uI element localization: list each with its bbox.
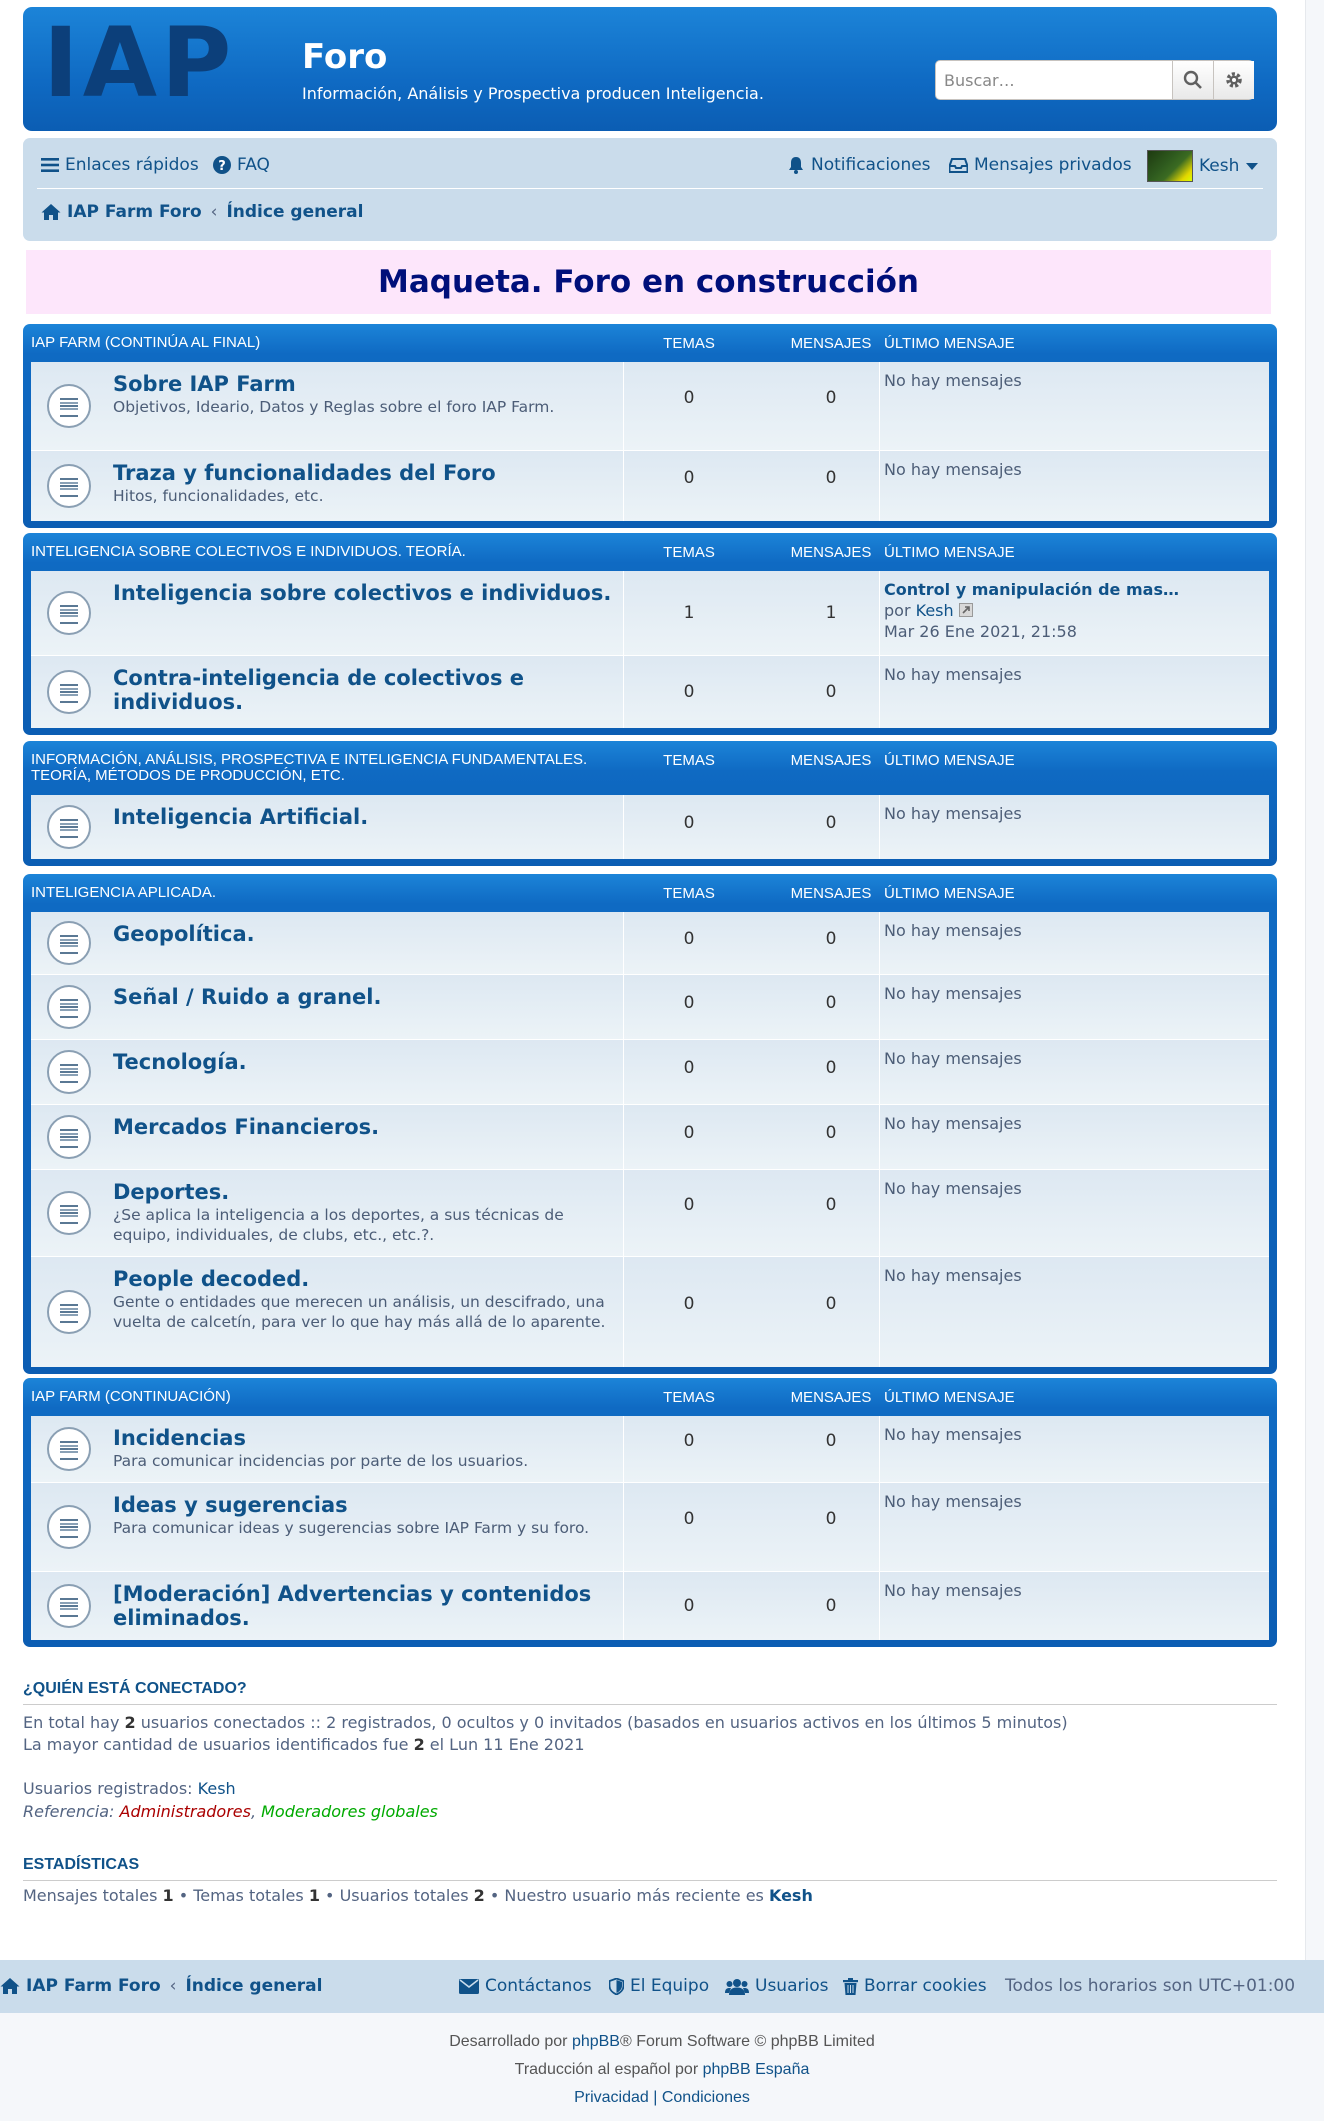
forum-read-icon (47, 985, 91, 1029)
posts-count: 0 (825, 1509, 837, 1529)
forum-read-icon (47, 1050, 91, 1094)
forum-row[interactable] (31, 571, 1269, 655)
posts-count: 0 (825, 1195, 837, 1215)
posts-count: 0 (825, 1294, 837, 1314)
forum-read-icon (47, 591, 91, 635)
category-header (31, 741, 1269, 795)
topics-count: 0 (683, 1195, 695, 1215)
posts-count: 0 (825, 388, 837, 408)
column-divider (623, 1040, 624, 1104)
record-text: La mayor cantidad de usuarios identificados fue (23, 1735, 414, 1754)
notifications-label: Notificaciones (811, 155, 931, 175)
forum-rows (31, 1416, 1269, 1640)
forum-row[interactable] (31, 795, 1269, 859)
column-topics: TEMAS (663, 885, 715, 902)
forum-rows (31, 571, 1269, 728)
stats-text: • Nuestro usuario más reciente es (484, 1886, 769, 1905)
record-text: el Lun 11 Ene 2021 (424, 1735, 585, 1754)
last-post-info: No hay mensajes (884, 1179, 1022, 1198)
private-messages-link[interactable] (949, 155, 1132, 175)
last-post-info: No hay mensajes (884, 665, 1022, 684)
forum-read-icon (47, 384, 91, 428)
registered-label: Usuarios registrados: (23, 1779, 198, 1798)
contact-label: Contáctanos (485, 1976, 592, 1996)
stats-text: Mensajes totales (23, 1886, 163, 1905)
forum-description: Gente o entidades que merecen un análisis, un descifrado, una vuelta de calcetín, para ver lo que hay más allá de lo aparente. (113, 1293, 606, 1331)
stats-line (23, 1885, 813, 1907)
last-post-info: No hay mensajes (884, 1425, 1022, 1444)
home-icon (41, 203, 61, 221)
site-logo[interactable]: IAP (43, 7, 236, 119)
breadcrumb-separator: ‹ (169, 1976, 177, 1996)
last-post-info: No hay mensajes (884, 371, 1022, 390)
column-divider (623, 1105, 624, 1169)
forum-title[interactable]: Ideas y sugerencias (113, 1493, 348, 1517)
column-posts: MENSAJES (790, 752, 872, 769)
column-topics: TEMAS (663, 335, 715, 352)
forum-title[interactable]: Inteligencia Artificial. (113, 805, 369, 829)
category-header (31, 1378, 1269, 1416)
footer-navbar (0, 1960, 1324, 2013)
forum-description: Para comunicar ideas y sugerencias sobre IAP Farm y su foro. (113, 1519, 590, 1537)
column-divider (623, 362, 624, 450)
category-title[interactable]: IAP FARM (CONTINÚA AL FINAL) (31, 334, 261, 351)
forum-read-icon (47, 805, 91, 849)
forum-read-icon (47, 1290, 91, 1334)
forum-description: Objetivos, Ideario, Datos y Reglas sobre el foro IAP Farm. (113, 398, 555, 416)
last-post-info: No hay mensajes (884, 984, 1022, 1003)
team-link[interactable] (609, 1976, 709, 1996)
topics-count: 0 (683, 1596, 695, 1616)
last-post-info: No hay mensajes (884, 1492, 1022, 1511)
powered-text: Desarrollado por (449, 2033, 572, 2050)
column-divider (623, 451, 624, 521)
nav-divider (37, 188, 1263, 189)
forum-category (23, 874, 1277, 1374)
posts-count: 0 (825, 929, 837, 949)
last-post-info: No hay mensajes (884, 921, 1022, 940)
topics-count: 0 (683, 1123, 695, 1143)
forum-read-icon (47, 464, 91, 508)
forum-read-icon (47, 1427, 91, 1471)
forum-read-icon (47, 1584, 91, 1628)
last-post-info: No hay mensajes (884, 460, 1022, 479)
posts-count: 0 (825, 813, 837, 833)
category-header (31, 533, 1269, 571)
delete-cookies-label: Borrar cookies (864, 1976, 987, 1996)
username: Kesh (1199, 156, 1240, 176)
breadcrumb-home[interactable]: IAP Farm Foro (67, 202, 202, 222)
posts-count: 0 (825, 1058, 837, 1078)
column-divider (623, 1483, 624, 1571)
search-input[interactable] (936, 61, 1172, 99)
forum-category (23, 1378, 1277, 1647)
announcement-banner: Maqueta. Foro en construcción (26, 250, 1271, 314)
legal-links (0, 2089, 1324, 2107)
topics-count: 0 (683, 1431, 695, 1451)
category-title[interactable]: IAP FARM (CONTINUACIÓN) (31, 1388, 231, 1405)
forum-row[interactable] (31, 1039, 1269, 1104)
online-title[interactable]: ¿QUIÉN ESTÁ CONECTADO? (23, 1680, 247, 1697)
site-header (23, 7, 1277, 131)
footer-breadcrumb (0, 1976, 322, 1996)
quick-links-label: Enlaces rápidos (65, 155, 199, 175)
forum-row[interactable] (31, 912, 1269, 974)
terms-link[interactable]: Condiciones (661, 2089, 750, 2106)
question-icon (213, 156, 231, 174)
footer-breadcrumb-index[interactable]: Índice general (185, 1976, 323, 1996)
column-divider (623, 975, 624, 1039)
column-divider (623, 912, 624, 974)
translation-text: Traducción al español por (514, 2061, 703, 2078)
translation-credit (0, 2061, 1324, 2079)
forum-row[interactable] (31, 1416, 1269, 1482)
column-divider (623, 1170, 624, 1256)
posts-count: 0 (825, 1123, 837, 1143)
forum-row[interactable] (31, 974, 1269, 1039)
forum-title[interactable]: Traza y funcionalidades del Foro (113, 461, 496, 485)
column-topics: TEMAS (663, 752, 715, 769)
column-divider (623, 1416, 624, 1482)
forum-title[interactable]: [Moderación] Advertencias y contenidos eliminados. (113, 1582, 592, 1630)
navbar (23, 138, 1277, 241)
last-post-info: No hay mensajes (884, 1266, 1022, 1285)
members-link[interactable] (725, 1976, 828, 1996)
quick-links-menu[interactable] (41, 155, 199, 175)
powered-by (0, 2033, 1324, 2051)
forum-row[interactable] (31, 655, 1269, 728)
column-posts: MENSAJES (790, 885, 872, 902)
forum-row[interactable] (31, 1256, 1269, 1367)
category-title[interactable]: INFORMACIÓN, ANÁLISIS, PROSPECTIVA E INTELIGENCIA FUNDAMENTALES. TEORÍA, MÉTODOS DE PRODUCCIÓN, ETC. (31, 751, 588, 784)
column-posts: MENSAJES (790, 544, 872, 561)
members-label: Usuarios (755, 1976, 829, 1996)
shield-icon (609, 1978, 624, 1995)
column-divider (623, 1572, 624, 1640)
forum-read-icon (47, 921, 91, 965)
column-topics: TEMAS (663, 1389, 715, 1406)
topics-count: 0 (683, 813, 695, 833)
forum-title[interactable]: Sobre IAP Farm (113, 372, 296, 396)
posts-count: 0 (825, 993, 837, 1013)
column-last-post: ÚLTIMO MENSAJE (884, 752, 1015, 769)
topics-count: 0 (683, 1294, 695, 1314)
column-last-post: ÚLTIMO MENSAJE (884, 1389, 1015, 1406)
forum-read-icon (47, 670, 91, 714)
forum-title[interactable]: Tecnología. (113, 1050, 247, 1074)
online-count: 2 (124, 1713, 136, 1732)
advanced-search-button[interactable] (1213, 61, 1254, 99)
forum-rows (31, 362, 1269, 521)
forum-category (23, 741, 1277, 866)
site-description: Información, Análisis y Prospectiva producen Inteligencia. (302, 84, 764, 103)
column-divider (623, 1257, 624, 1367)
legend (23, 1801, 438, 1823)
column-topics: TEMAS (663, 544, 715, 561)
gear-icon (1224, 70, 1244, 90)
last-post-by-label: por (884, 601, 911, 620)
topics-count: 0 (683, 929, 695, 949)
posts-count: 0 (825, 468, 837, 488)
last-post-info: No hay mensajes (884, 1049, 1022, 1068)
topics-count: 0 (683, 993, 695, 1013)
stats-value: 1 (162, 1886, 174, 1905)
forum-description: Para comunicar incidencias por parte de los usuarios. (113, 1452, 529, 1470)
category-title[interactable]: INTELIGENCIA SOBRE COLECTIVOS E INDIVIDUOS. TEORÍA. (31, 543, 466, 560)
last-post-info (884, 579, 1179, 642)
column-divider (623, 571, 624, 655)
category-title[interactable]: INTELIGENCIA APLICADA. (31, 884, 217, 901)
last-post-date: Mar 26 Ene 2021, 21:58 (884, 622, 1077, 641)
site-title: Foro (302, 37, 388, 77)
trash-icon (843, 1978, 858, 1995)
search-box (935, 60, 1254, 100)
newest-user-link[interactable]: Kesh (768, 1886, 813, 1905)
last-post-author[interactable]: Kesh (915, 601, 954, 620)
section-divider (23, 1880, 1277, 1881)
column-last-post: ÚLTIMO MENSAJE (884, 335, 1015, 352)
last-post-info: No hay mensajes (884, 1581, 1022, 1600)
posts-count: 1 (825, 603, 837, 623)
stats-title: ESTADÍSTICAS (23, 1856, 140, 1873)
timezone-info: Todos los horarios son UTC+01:00 (1005, 1976, 1296, 1996)
search-icon (1183, 70, 1203, 90)
forum-row[interactable] (31, 450, 1269, 521)
forum-row[interactable] (31, 362, 1269, 450)
privacy-link[interactable]: Privacidad (574, 2089, 649, 2106)
registered-user-link[interactable]: Kesh (197, 1779, 236, 1798)
forum-row[interactable] (31, 1571, 1269, 1640)
online-text: En total hay (23, 1713, 125, 1732)
users-icon (725, 1978, 749, 1995)
hamburger-icon (41, 157, 59, 173)
forum-title[interactable]: Contra-inteligencia de colectivos e individuos. (113, 666, 525, 714)
legal-separator: | (648, 2089, 662, 2106)
column-posts: MENSAJES (790, 335, 872, 352)
topics-count: 0 (683, 468, 695, 488)
breadcrumb-separator: ‹ (210, 202, 218, 222)
team-label: El Equipo (630, 1976, 710, 1996)
forum-title[interactable]: Inteligencia sobre colectivos e individuos. (113, 581, 612, 605)
forum-title[interactable]: People decoded. (113, 1267, 310, 1291)
posts-count: 0 (825, 1431, 837, 1451)
view-latest-post-icon[interactable] (959, 603, 973, 617)
topics-count: 0 (683, 682, 695, 702)
stats-text: • Temas totales (173, 1886, 309, 1905)
forum-category (23, 324, 1277, 528)
forum-description: ¿Se aplica la inteligencia a los deportes, a sus técnicas de equipo, individuales, de clubs, etc., etc.?. (113, 1206, 564, 1244)
column-divider (623, 656, 624, 728)
last-post-info: No hay mensajes (884, 1114, 1022, 1133)
avatar (1147, 150, 1193, 182)
forum-category (23, 533, 1277, 735)
search-button[interactable] (1172, 61, 1213, 99)
online-text: usuarios conectados :: 2 registrados, 0 ocultos y 0 invitados (basados en usuarios activos en los últimos 5 minutos) (135, 1713, 1068, 1732)
forum-title[interactable]: Incidencias (113, 1426, 246, 1450)
column-last-post: ÚLTIMO MENSAJE (884, 544, 1015, 561)
breadcrumb-index[interactable]: Índice general (226, 202, 364, 222)
last-post-info: No hay mensajes (884, 804, 1022, 823)
forum-read-icon (47, 1505, 91, 1549)
online-stats-line2 (23, 1734, 585, 1756)
footer-breadcrumb-home[interactable]: IAP Farm Foro (26, 1976, 161, 1996)
phpbb-link[interactable]: phpBB (571, 2033, 620, 2050)
stats-value: 2 (473, 1886, 485, 1905)
topics-count: 1 (683, 603, 695, 623)
forum-row[interactable] (31, 1169, 1269, 1256)
phpbb-spain-link[interactable]: phpBB España (702, 2061, 810, 2078)
topics-count: 0 (683, 388, 695, 408)
forum-rows (31, 795, 1269, 859)
forum-read-icon (47, 1191, 91, 1235)
forum-title[interactable]: Señal / Ruido a granel. (113, 985, 382, 1009)
posts-count: 0 (825, 1596, 837, 1616)
home-icon (0, 1977, 20, 1995)
last-post-link[interactable]: Control y manipulación de mas… (884, 580, 1179, 599)
legend-label: Referencia: (23, 1802, 120, 1821)
user-menu[interactable] (1147, 150, 1259, 182)
legend-separator: , (250, 1802, 262, 1821)
delete-cookies-link[interactable] (843, 1976, 987, 1996)
category-header (31, 874, 1269, 912)
stats-text: • Usuarios totales (319, 1886, 474, 1905)
inbox-icon (949, 157, 968, 173)
forum-title[interactable]: Mercados Financieros. (113, 1115, 380, 1139)
online-stats-line1 (23, 1712, 1068, 1734)
column-last-post: ÚLTIMO MENSAJE (884, 885, 1015, 902)
contact-link[interactable] (459, 1976, 592, 1996)
stats-value: 1 (308, 1886, 320, 1905)
bell-icon (787, 156, 805, 174)
topics-count: 0 (683, 1509, 695, 1529)
forum-title[interactable]: Geopolítica. (113, 922, 255, 946)
topics-count: 0 (683, 1058, 695, 1078)
powered-text: ® Forum Software © phpBB Limited (619, 2033, 875, 2050)
faq-label: FAQ (237, 155, 270, 175)
forum-description: Hitos, funcionalidades, etc. (113, 487, 324, 505)
column-divider (623, 795, 624, 859)
column-posts: MENSAJES (790, 1389, 872, 1406)
section-divider (23, 1704, 1277, 1705)
posts-count: 0 (825, 682, 837, 702)
caret-down-icon (1245, 161, 1259, 171)
forum-row[interactable] (31, 1482, 1269, 1571)
svg-text:?: ? (218, 159, 226, 174)
category-header (31, 324, 1269, 362)
forum-title[interactable]: Deportes. (113, 1180, 230, 1204)
admins-link[interactable]: Administradores (119, 1802, 251, 1821)
envelope-icon (459, 1979, 479, 1994)
record-count: 2 (413, 1735, 425, 1754)
notifications-link[interactable] (787, 155, 931, 175)
registered-users (23, 1778, 236, 1800)
forum-rows (31, 912, 1269, 1367)
breadcrumb (41, 202, 363, 222)
faq-link[interactable] (213, 155, 270, 175)
forum-row[interactable] (31, 1104, 1269, 1169)
private-messages-label: Mensajes privados (974, 155, 1132, 175)
forum-read-icon (47, 1115, 91, 1159)
mods-link[interactable]: Moderadores globales (261, 1802, 438, 1821)
